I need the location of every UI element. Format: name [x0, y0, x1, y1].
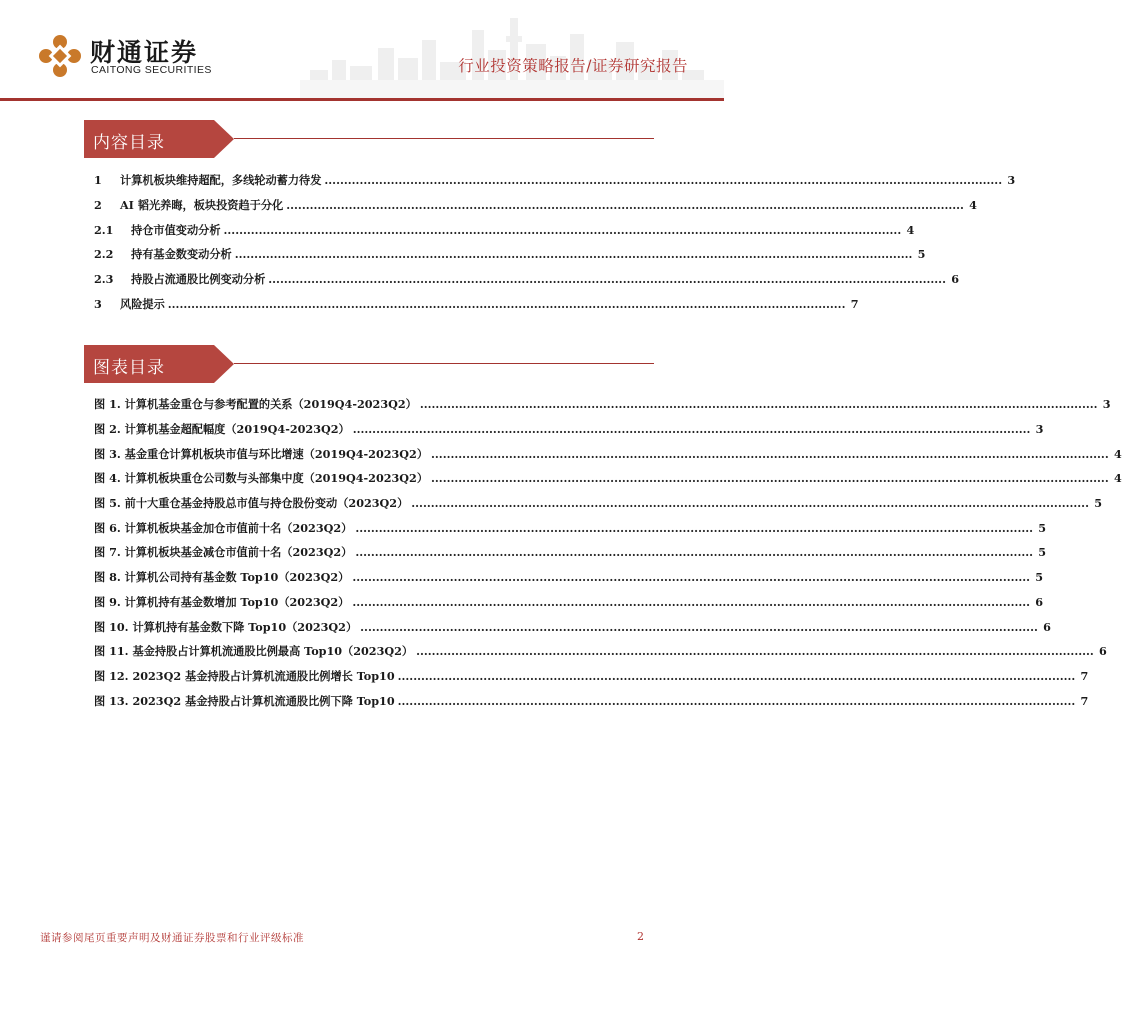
figure-entry[interactable]: [94, 688, 1089, 713]
figure-entry[interactable]: [94, 466, 1122, 491]
leader-dots: ..............................................................................................................................................................................: [324, 173, 1003, 188]
leader-dots: ..............................................................................................................................................................................: [411, 496, 1089, 511]
toc-entry-title: 持有基金数变动分析: [131, 247, 232, 262]
contents-heading: 内容目录: [93, 133, 165, 153]
figure-entry-title: 图 13. 2023Q2 基金持股占计算机流通股比例下降 Top10: [94, 693, 395, 708]
figure-entry[interactable]: [94, 639, 1107, 664]
contents-rule: [234, 138, 654, 139]
figure-entry-title: 图 11. 基金持股占计算机流通股比例最高 Top10（2023Q2）: [94, 644, 414, 659]
leader-dots: ..............................................................................................................................................................................: [397, 693, 1076, 708]
figure-entry-page: 7: [1080, 693, 1089, 708]
figure-entry-page: 6: [1043, 619, 1051, 634]
figure-entry[interactable]: [94, 441, 1122, 466]
toc-entry-title: 计算机板块维持超配，多线轮动蓄力待发: [120, 173, 322, 188]
contents-banner: [84, 120, 654, 158]
toc-entry[interactable]: [94, 217, 915, 242]
leader-dots: ..............................................................................................................................................................................: [352, 570, 1031, 585]
figure-entry-title: 图 3. 基金重仓计算机板块市值与环比增速（2019Q4-2023Q2）: [94, 446, 429, 461]
toc-entry[interactable]: [94, 193, 977, 218]
figure-entry[interactable]: [94, 515, 1047, 540]
figure-entry-title: 图 6. 计算机板块基金加仓市值前十名（2023Q2）: [94, 520, 353, 535]
page-header: [0, 0, 724, 104]
toc-entry-number: 2.2: [94, 247, 114, 262]
toc-entry-page: 7: [850, 296, 859, 311]
figures-list: [94, 392, 1122, 713]
leader-dots: ..............................................................................................................................................................................: [167, 296, 846, 311]
toc-entry-page: 4: [969, 198, 977, 213]
leader-dots: ..............................................................................................................................................................................: [360, 619, 1038, 634]
toc-entry[interactable]: [94, 242, 926, 267]
figure-entry-page: 6: [1035, 594, 1044, 609]
toc-entry-title: 风险提示: [120, 296, 165, 311]
contents-list: [94, 168, 1016, 316]
toc-entry-title: 持仓市值变动分析: [131, 222, 221, 237]
footer-disclaimer: 谨请参阅尾页重要声明及财通证券股票和行业评级标准: [40, 932, 304, 944]
figure-entry-page: 6: [1099, 644, 1107, 659]
figure-entry[interactable]: [94, 491, 1102, 516]
figure-entry-page: 7: [1080, 668, 1089, 683]
figure-entry-title: 图 9. 计算机持有基金数增加 Top10（2023Q2）: [94, 594, 350, 609]
leader-dots: ..............................................................................................................................................................................: [352, 422, 1031, 437]
toc-entry-number: 2.1: [94, 222, 114, 237]
toc-entry[interactable]: [94, 168, 1016, 193]
figure-entry[interactable]: [94, 540, 1047, 565]
leader-dots: ..............................................................................................................................................................................: [223, 222, 902, 237]
toc-entry[interactable]: [94, 267, 959, 292]
leader-dots: ..............................................................................................................................................................................: [431, 471, 1109, 486]
figure-entry-page: 4: [1113, 446, 1122, 461]
figure-entry-title: 图 1. 计算机基金重仓与参考配置的关系（2019Q4-2023Q2）: [94, 397, 417, 412]
figure-entry-page: 3: [1035, 422, 1044, 437]
toc-entry-title: 持股占流通股比例变动分析: [131, 272, 266, 287]
figure-entry-page: 5: [1094, 496, 1102, 511]
figure-entry[interactable]: [94, 565, 1044, 590]
toc-entry-page: 6: [951, 272, 959, 287]
leader-dots: ..............................................................................................................................................................................: [355, 520, 1034, 535]
leader-dots: ..............................................................................................................................................................................: [268, 272, 946, 287]
figure-entry-page: 5: [1035, 570, 1044, 585]
header-divider: [0, 98, 724, 101]
page-number: 2: [637, 930, 644, 943]
leader-dots: ..............................................................................................................................................................................: [355, 545, 1034, 560]
caitong-logo-icon: [38, 34, 82, 78]
figure-entry-title: 图 7. 计算机板块基金减仓市值前十名（2023Q2）: [94, 545, 353, 560]
figure-entry-page: 4: [1113, 471, 1122, 486]
figure-entry-title: 图 8. 计算机公司持有基金数 Top10（2023Q2）: [94, 570, 350, 585]
leader-dots: ..............................................................................................................................................................................: [286, 198, 964, 213]
figure-entry[interactable]: [94, 664, 1089, 689]
report-type: 行业投资策略报告/证券研究报告: [458, 57, 688, 75]
toc-entry-number: 1: [94, 173, 102, 188]
leader-dots: ..............................................................................................................................................................................: [234, 247, 913, 262]
toc-entry-page: 5: [917, 247, 926, 262]
brand-name-en: CAITONG SECURITIES: [91, 64, 212, 76]
toc-entry-number: 3: [94, 296, 102, 311]
figure-entry-title: 图 10. 计算机持有基金数下降 Top10（2023Q2）: [94, 619, 358, 634]
figure-entry-page: 5: [1038, 520, 1047, 535]
leader-dots: ..............................................................................................................................................................................: [397, 668, 1076, 683]
figure-entry-title: 图 2. 计算机基金超配幅度（2019Q4-2023Q2）: [94, 422, 350, 437]
figure-entry-title: 图 5. 前十大重仓基金持股总市值与持仓股份变动（2023Q2）: [94, 496, 409, 511]
figure-entry[interactable]: [94, 392, 1111, 417]
city-skyline-graphic: [300, 0, 724, 100]
figure-entry-page: 3: [1102, 397, 1111, 412]
leader-dots: ..............................................................................................................................................................................: [416, 644, 1094, 659]
toc-entry-page: 4: [906, 222, 915, 237]
figure-entry-page: 5: [1038, 545, 1047, 560]
leader-dots: ..............................................................................................................................................................................: [419, 397, 1098, 412]
figure-entry[interactable]: [94, 590, 1044, 615]
figures-banner: [84, 345, 654, 383]
figures-heading: 图表目录: [93, 358, 165, 378]
figure-entry[interactable]: [94, 614, 1051, 639]
toc-entry-page: 3: [1007, 173, 1016, 188]
figures-rule: [234, 363, 654, 364]
figure-entry-title: 图 4. 计算机板块重仓公司数与头部集中度（2019Q4-2023Q2）: [94, 471, 429, 486]
toc-entry-number: 2: [94, 198, 102, 213]
brand-name-cn: 财通证券: [90, 38, 199, 67]
figure-entry-title: 图 12. 2023Q2 基金持股占计算机流通股比例增长 Top10: [94, 668, 395, 683]
leader-dots: ..............................................................................................................................................................................: [352, 594, 1031, 609]
toc-entry-number: 2.3: [94, 272, 114, 287]
toc-entry[interactable]: [94, 291, 859, 316]
figure-entry[interactable]: [94, 417, 1044, 442]
toc-entry-title: AI 韬光养晦，板块投资趋于分化: [120, 198, 284, 213]
leader-dots: ..............................................................................................................................................................................: [431, 446, 1109, 461]
